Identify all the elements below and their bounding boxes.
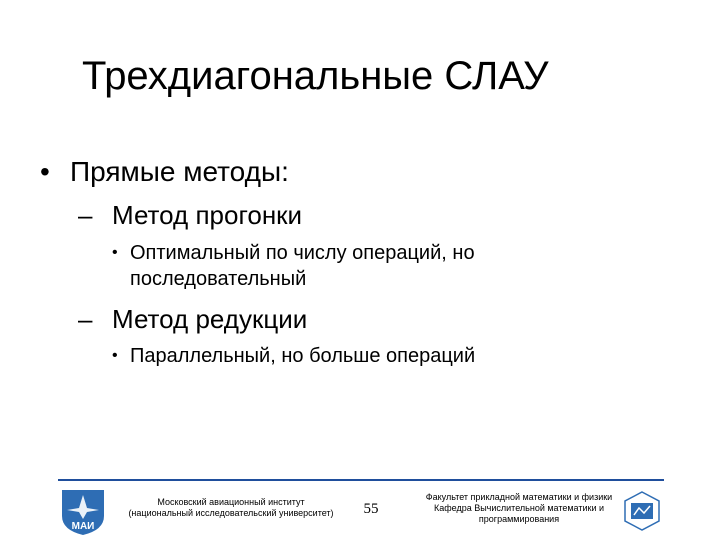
institute-line-2: (национальный исследовательский университет) xyxy=(128,508,334,518)
dash-marker: – xyxy=(78,304,93,334)
institute-name xyxy=(108,497,354,519)
subitem-reduction-method xyxy=(78,303,307,335)
note-text: Параллельный, но больше операций xyxy=(130,345,476,367)
department-line-1: Факультет прикладной математики и физики xyxy=(425,492,613,502)
dash-marker: – xyxy=(78,200,93,230)
department-logo-icon xyxy=(624,491,660,531)
bullet-direct-methods xyxy=(40,155,289,189)
institute-line-1: Московский авиационный институт xyxy=(157,497,305,507)
department-name xyxy=(400,492,638,525)
logo-lettering: МАИ xyxy=(71,521,95,532)
subitem-text: Метод редукции xyxy=(112,304,308,334)
bullet-text: Прямые методы: xyxy=(70,156,289,187)
department-line-2: Кафедра Вычислительной математики и xyxy=(433,503,605,513)
mai-logo-icon xyxy=(58,486,108,536)
subitem-sweep-method xyxy=(78,199,302,231)
slide-title: Трехдиагональные СЛАУ xyxy=(82,54,549,98)
subitem-text: Метод прогонки xyxy=(112,200,303,230)
note-sweep-method xyxy=(112,240,582,292)
note-marker: • xyxy=(112,347,118,364)
footer-divider xyxy=(58,479,664,481)
page-number: 55 xyxy=(363,501,379,517)
note-reduction-method xyxy=(112,343,475,369)
note-marker: • xyxy=(112,244,118,261)
department-line-3: программирования xyxy=(478,514,560,524)
bullet-marker: • xyxy=(40,156,50,187)
note-text: Оптимальный по числу операций, но последовательный xyxy=(130,242,475,290)
